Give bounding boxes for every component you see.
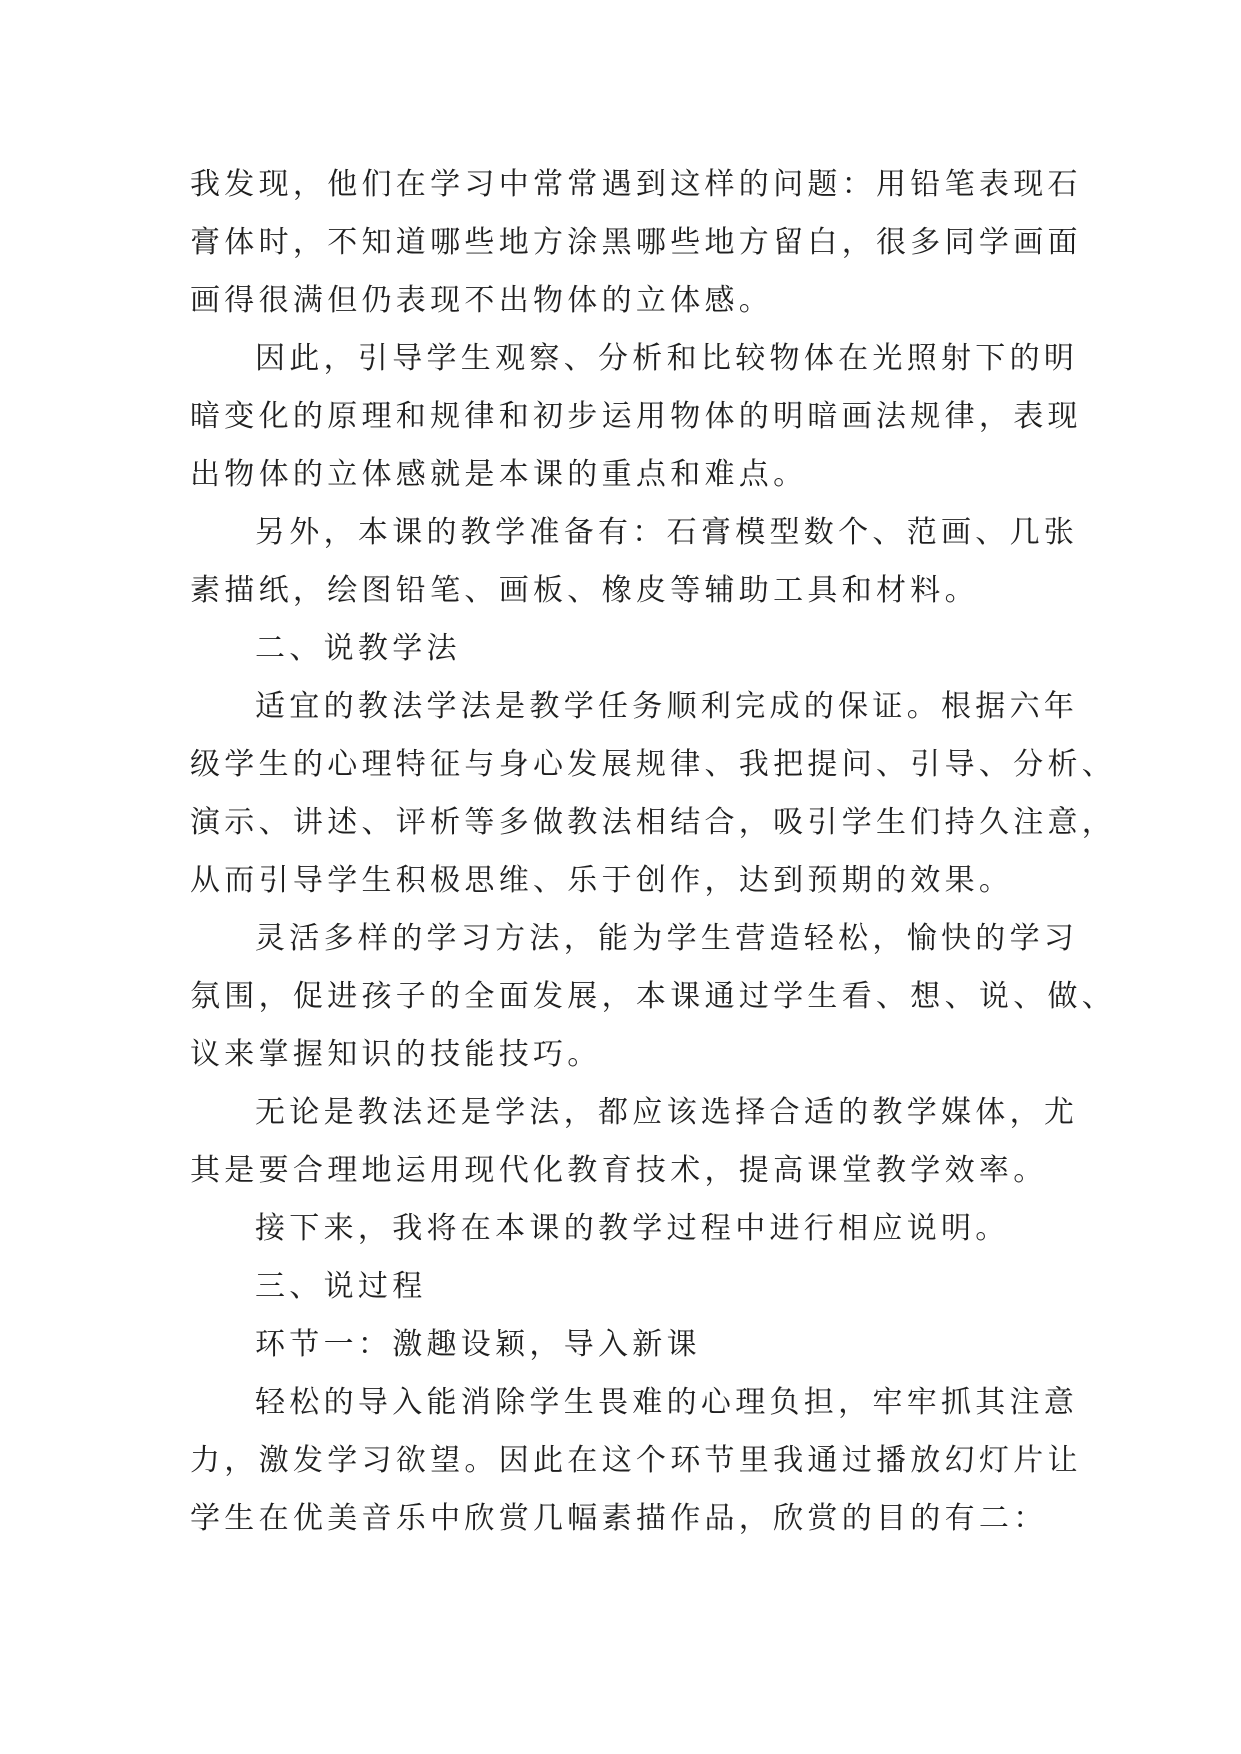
paragraph	[190, 1084, 1079, 1200]
paragraph	[190, 1200, 1065, 1258]
text-line: 学生在优美音乐中欣赏几幅素描作品，欣赏的目的有二：	[190, 1501, 1048, 1536]
document-body	[190, 156, 1117, 1548]
section-heading	[190, 620, 1065, 678]
paragraph	[190, 1374, 1082, 1548]
paragraph	[190, 330, 1082, 504]
text-line: 环节一：激趣设颖，导入新课	[255, 1327, 701, 1362]
text-line: 级学生的心理特征与身心发展规律、我把提问、引导、分析、	[190, 747, 1117, 782]
text-line: 力，激发学习欲望。因此在这个环节里我通过播放幻灯片让	[190, 1443, 1082, 1478]
paragraph	[190, 678, 1117, 910]
paragraph	[190, 910, 1117, 1084]
text-line: 三、说过程	[255, 1269, 427, 1304]
text-line: 暗变化的原理和规律和初步运用物体的明暗画法规律，表现	[190, 399, 1082, 434]
paragraph	[190, 504, 1079, 620]
text-line: 适宜的教法学法是教学任务顺利完成的保证。根据六年	[255, 689, 1079, 724]
text-line: 另外，本课的教学准备有：石膏模型数个、范画、几张	[255, 515, 1079, 550]
text-line: 二、说教学法	[255, 631, 461, 666]
section-heading	[190, 1316, 1065, 1374]
text-line: 氛围，促进孩子的全面发展，本课通过学生看、想、说、做、	[190, 979, 1117, 1014]
text-line: 轻松的导入能消除学生畏难的心理负担，牢牢抓其注意	[255, 1385, 1079, 1420]
section-heading	[190, 1258, 1065, 1316]
text-line: 画得很满但仍表现不出物体的立体感。	[190, 283, 774, 318]
text-line: 从而引导学生积极思维、乐于创作，达到预期的效果。	[190, 863, 1014, 898]
text-line: 灵活多样的学习方法，能为学生营造轻松，愉快的学习	[255, 921, 1079, 956]
text-line: 接下来，我将在本课的教学过程中进行相应说明。	[255, 1211, 1010, 1246]
text-line: 因此，引导学生观察、分析和比较物体在光照射下的明	[255, 341, 1079, 376]
text-line: 出物体的立体感就是本课的重点和难点。	[190, 457, 808, 492]
text-line: 我发现，他们在学习中常常遇到这样的问题：用铅笔表现石	[190, 167, 1082, 202]
text-line: 演示、讲述、评析等多做教法相结合，吸引学生们持久注意，	[190, 805, 1117, 840]
text-line: 素描纸，绘图铅笔、画板、橡皮等辅助工具和材料。	[190, 573, 979, 608]
text-line: 膏体时，不知道哪些地方涂黑哪些地方留白，很多同学画面	[190, 225, 1082, 260]
text-line: 其是要合理地运用现代化教育技术，提高课堂教学效率。	[190, 1153, 1048, 1188]
text-line: 议来掌握知识的技能技巧。	[190, 1037, 602, 1072]
text-line: 无论是教法还是学法，都应该选择合适的教学媒体，尤	[255, 1095, 1079, 1130]
paragraph	[190, 156, 1082, 330]
